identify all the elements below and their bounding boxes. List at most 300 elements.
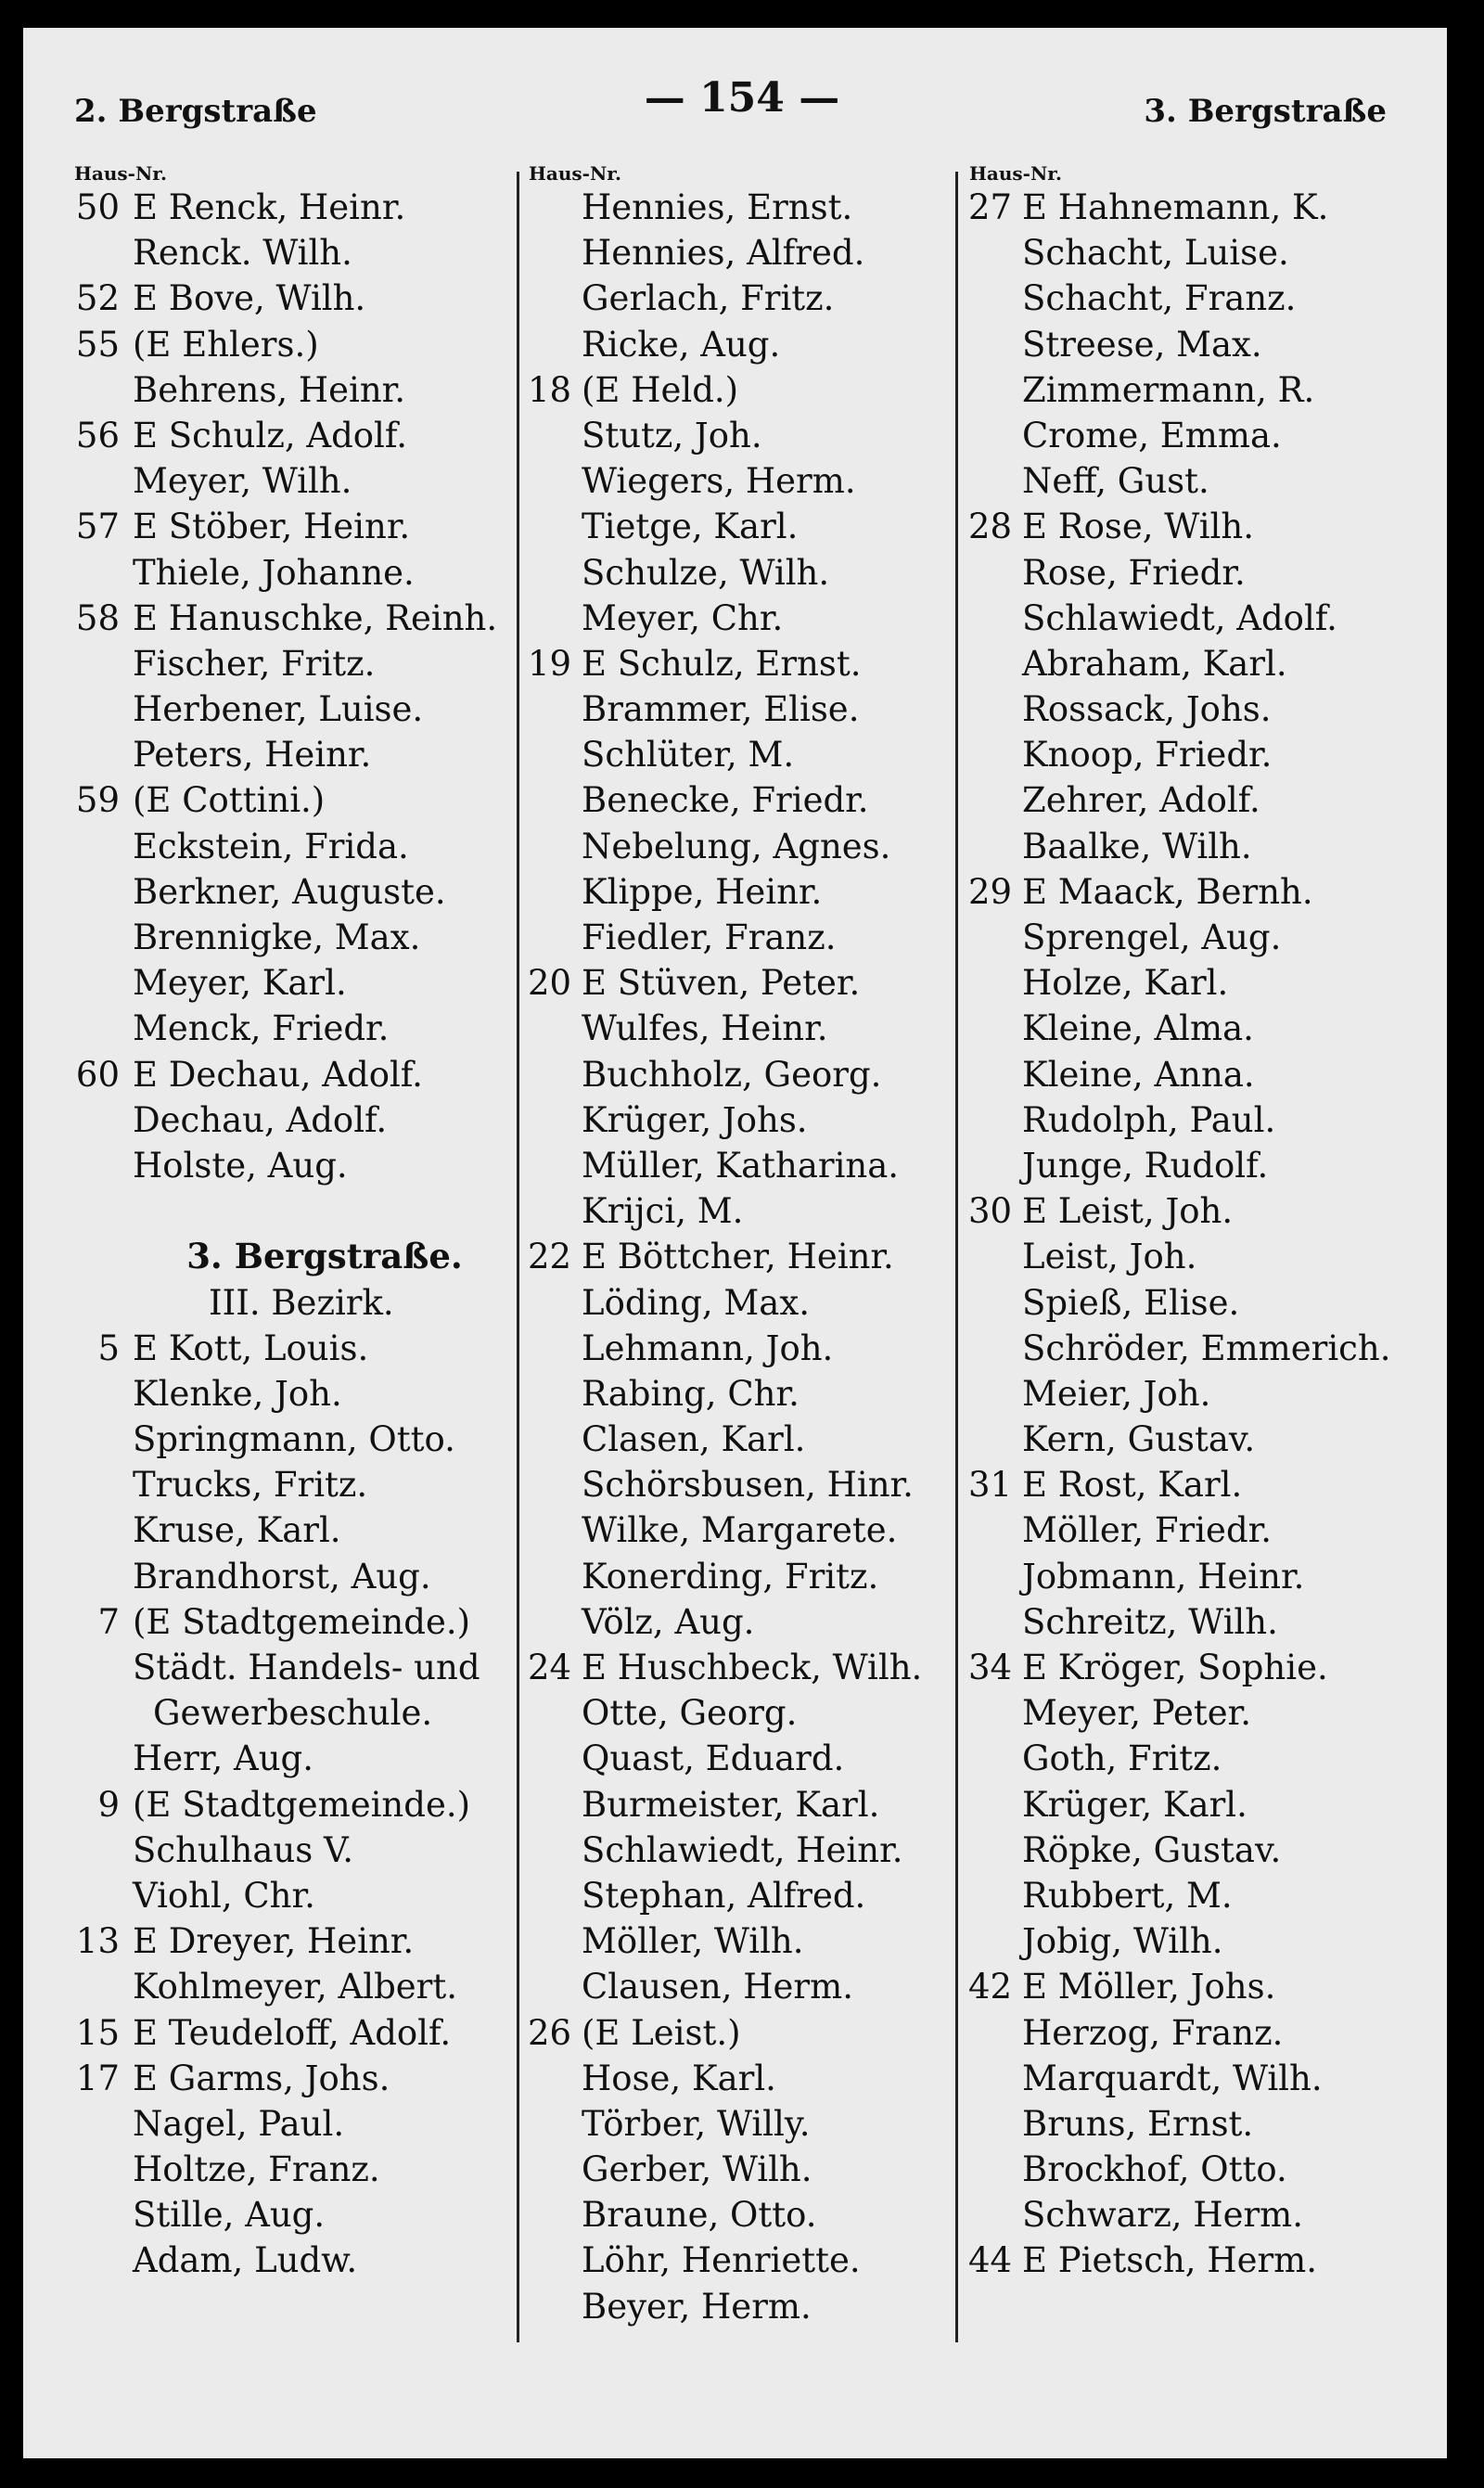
header-left-street: 2. Bergstraße bbox=[74, 93, 317, 130]
house-number bbox=[965, 1143, 1022, 1188]
resident-name: Sprengel, Aug. bbox=[1022, 917, 1282, 957]
house-number bbox=[524, 1006, 582, 1051]
entry-row bbox=[965, 596, 1428, 641]
house-number bbox=[70, 458, 133, 504]
entry-row bbox=[524, 1828, 969, 1873]
resident-name: Stille, Aug. bbox=[133, 2195, 326, 2236]
resident-name: Junge, Rudolf. bbox=[1022, 1145, 1269, 1186]
entry-row bbox=[70, 230, 524, 276]
entry-row bbox=[70, 2192, 524, 2238]
house-number bbox=[524, 2147, 582, 2192]
resident-name: Goth, Fritz. bbox=[1022, 1738, 1222, 1779]
resident-name: Streese, Max. bbox=[1022, 324, 1262, 365]
house-number bbox=[965, 413, 1022, 458]
entry-row bbox=[70, 777, 524, 823]
house-number bbox=[524, 1554, 582, 1599]
column-header: Haus-Nr. bbox=[529, 162, 621, 185]
resident-name: Trucks, Fritz. bbox=[133, 1465, 368, 1506]
entry-row bbox=[965, 2010, 1428, 2056]
entry-row bbox=[524, 550, 969, 596]
entry-row bbox=[965, 2056, 1428, 2101]
resident-name: E Leist, Joh. bbox=[1022, 1191, 1234, 1232]
resident-name: E Möller, Johs. bbox=[1022, 1967, 1276, 2007]
house-number: 17 bbox=[75, 2058, 120, 2098]
entry-row bbox=[965, 1097, 1428, 1143]
spacer bbox=[70, 1188, 524, 1234]
entry-row bbox=[965, 1964, 1428, 2009]
house-number bbox=[70, 732, 133, 777]
house-number bbox=[524, 824, 582, 869]
resident-name: Nebelung, Agnes. bbox=[582, 826, 891, 866]
entry-row bbox=[965, 1599, 1428, 1645]
house-number: 42 bbox=[968, 1967, 1013, 2007]
entry-row bbox=[524, 504, 969, 549]
resident-name: Klenke, Joh. bbox=[133, 1373, 342, 1414]
resident-name: E Hanuschke, Reinh. bbox=[133, 597, 498, 638]
house-number bbox=[965, 1417, 1022, 1462]
house-number bbox=[524, 732, 582, 777]
resident-name: Hennies, Alfred. bbox=[582, 233, 865, 274]
entry-row bbox=[524, 2147, 969, 2192]
house-number: 59 bbox=[75, 780, 120, 821]
entry-row bbox=[70, 686, 524, 732]
entry-row bbox=[524, 1188, 969, 1234]
entry-row bbox=[70, 2010, 524, 2056]
entry-row bbox=[70, 550, 524, 596]
house-number: 56 bbox=[75, 415, 120, 455]
entry-row bbox=[524, 1645, 969, 1690]
entry-row bbox=[524, 1097, 969, 1143]
resident-name: Otte, Georg. bbox=[582, 1693, 798, 1734]
entry-row bbox=[524, 230, 969, 276]
resident-name: Löhr, Henriette. bbox=[582, 2240, 861, 2281]
resident-name: Behrens, Heinr. bbox=[133, 369, 406, 410]
house-number: 57 bbox=[75, 507, 120, 547]
resident-name: E Kott, Louis. bbox=[133, 1327, 369, 1368]
resident-name: Clausen, Herm. bbox=[582, 1967, 853, 2007]
house-number: 9 bbox=[97, 1784, 120, 1825]
resident-name: Törber, Willy. bbox=[582, 2103, 811, 2144]
resident-name: E Dreyer, Heinr. bbox=[133, 1921, 415, 1962]
entry-row bbox=[965, 1417, 1428, 1462]
column-2 bbox=[524, 162, 969, 2329]
house-number bbox=[965, 777, 1022, 823]
entry-row bbox=[70, 1690, 524, 1736]
resident-name: Lehmann, Joh. bbox=[582, 1327, 834, 1368]
resident-name: Bruns, Ernst. bbox=[1022, 2103, 1254, 2144]
entry-row bbox=[965, 1554, 1428, 1599]
house-number: 26 bbox=[528, 2012, 572, 2053]
resident-name: Peters, Heinr. bbox=[133, 735, 372, 776]
entry-row bbox=[965, 458, 1428, 504]
resident-name: Viohl, Chr. bbox=[133, 1875, 315, 1916]
entry-row bbox=[524, 1006, 969, 1051]
entry-row bbox=[524, 641, 969, 686]
entry-row bbox=[524, 1599, 969, 1645]
house-number bbox=[965, 2101, 1022, 2147]
house-number bbox=[524, 2192, 582, 2238]
house-number bbox=[965, 2056, 1022, 2101]
resident-name: Braune, Otto. bbox=[582, 2195, 817, 2236]
house-number bbox=[965, 732, 1022, 777]
resident-name: Schreitz, Wilh. bbox=[1022, 1601, 1278, 1642]
entry-row bbox=[70, 960, 524, 1006]
resident-name: Knoop, Friedr. bbox=[1022, 735, 1273, 776]
resident-name: Buchholz, Georg. bbox=[582, 1054, 882, 1095]
house-number bbox=[524, 230, 582, 276]
house-number bbox=[524, 777, 582, 823]
entry-row bbox=[70, 1507, 524, 1553]
house-number: 27 bbox=[968, 187, 1013, 227]
column-header: Haus-Nr. bbox=[74, 162, 167, 185]
entry-row bbox=[965, 230, 1428, 276]
entry-row bbox=[965, 413, 1428, 458]
entry-row bbox=[524, 1964, 969, 2009]
house-number: 15 bbox=[75, 2012, 120, 2053]
resident-name: Kern, Gustav. bbox=[1022, 1419, 1256, 1460]
entry-row bbox=[524, 1234, 969, 1279]
resident-name: Gewerbeschule. bbox=[153, 1693, 433, 1734]
resident-name: Zehrer, Adolf. bbox=[1022, 780, 1260, 821]
resident-name: E Rost, Karl. bbox=[1022, 1465, 1243, 1506]
house-number bbox=[524, 1964, 582, 2009]
house-number bbox=[965, 1599, 1022, 1645]
house-number bbox=[965, 1782, 1022, 1828]
resident-name: Hennies, Ernst. bbox=[582, 187, 853, 227]
house-number bbox=[524, 915, 582, 960]
entry-row bbox=[70, 458, 524, 504]
resident-name: (E Held.) bbox=[582, 369, 739, 410]
house-number bbox=[524, 550, 582, 596]
resident-name: (E Stadtgemeinde.) bbox=[133, 1784, 471, 1825]
house-number bbox=[70, 1097, 133, 1143]
house-number bbox=[524, 1736, 582, 1781]
house-number: 7 bbox=[97, 1601, 120, 1642]
resident-name: Fiedler, Franz. bbox=[582, 917, 837, 957]
resident-name: Wulfes, Heinr. bbox=[582, 1008, 828, 1049]
resident-name: Brammer, Elise. bbox=[582, 689, 860, 730]
house-number bbox=[524, 504, 582, 549]
resident-name: Adam, Ludw. bbox=[133, 2240, 358, 2281]
house-number bbox=[524, 1462, 582, 1507]
resident-name: E Rose, Wilh. bbox=[1022, 507, 1254, 547]
house-number bbox=[70, 1371, 133, 1417]
resident-name: Nagel, Paul. bbox=[133, 2103, 345, 2144]
resident-name: (E Leist.) bbox=[582, 2012, 741, 2053]
resident-name: E Böttcher, Heinr. bbox=[582, 1237, 894, 1277]
entry-row bbox=[965, 1918, 1428, 1964]
resident-name: E Schulz, Ernst. bbox=[582, 643, 862, 684]
entry-row bbox=[965, 1736, 1428, 1781]
resident-name: Crome, Emma. bbox=[1022, 415, 1282, 455]
resident-name: E Teudeloff, Adolf. bbox=[133, 2012, 452, 2053]
house-number bbox=[524, 1188, 582, 1234]
entry-row bbox=[524, 413, 969, 458]
resident-name: E Pietsch, Herm. bbox=[1022, 2240, 1318, 2281]
entry-row bbox=[965, 1828, 1428, 1873]
resident-name: E Schulz, Adolf. bbox=[133, 415, 407, 455]
entry-row bbox=[965, 322, 1428, 367]
resident-name: Löding, Max. bbox=[582, 1282, 810, 1323]
house-number bbox=[965, 2147, 1022, 2192]
resident-name: E Kröger, Sophie. bbox=[1022, 1648, 1328, 1687]
house-number bbox=[70, 1554, 133, 1599]
house-number: 5 bbox=[97, 1327, 120, 1368]
resident-name: Gerlach, Fritz. bbox=[582, 278, 835, 319]
house-number bbox=[524, 1599, 582, 1645]
resident-name: Meyer, Karl. bbox=[133, 963, 347, 1004]
entry-row bbox=[965, 2238, 1428, 2283]
entry-row bbox=[70, 1873, 524, 1918]
entry-row bbox=[524, 1417, 969, 1462]
entry-row bbox=[965, 1052, 1428, 1097]
house-number bbox=[70, 641, 133, 686]
house-number bbox=[70, 1006, 133, 1051]
resident-name: Meyer, Wilh. bbox=[133, 461, 352, 502]
resident-name: Rudolph, Paul. bbox=[1022, 1099, 1276, 1140]
house-number: 52 bbox=[75, 278, 120, 319]
house-number: 30 bbox=[968, 1191, 1013, 1232]
entry-row bbox=[524, 2284, 969, 2329]
house-number bbox=[965, 1326, 1022, 1371]
entry-row bbox=[70, 869, 524, 915]
house-number bbox=[965, 686, 1022, 732]
entry-row bbox=[524, 686, 969, 732]
section-subheading bbox=[70, 1280, 524, 1326]
house-number bbox=[70, 2238, 133, 2283]
entry-row bbox=[965, 1326, 1428, 1371]
resident-name: Menck, Friedr. bbox=[133, 1008, 390, 1049]
resident-name: Wilke, Margarete. bbox=[582, 1510, 898, 1551]
resident-name: Holze, Karl. bbox=[1022, 963, 1229, 1004]
resident-name: Benecke, Friedr. bbox=[582, 780, 869, 821]
house-number: 28 bbox=[968, 507, 1013, 547]
entry-row bbox=[70, 367, 524, 413]
resident-name: Holste, Aug. bbox=[133, 1145, 348, 1186]
entry-list bbox=[70, 185, 524, 1188]
entry-row bbox=[965, 367, 1428, 413]
house-number bbox=[70, 1690, 133, 1736]
entry-row bbox=[70, 2238, 524, 2283]
page-number: — 154 — bbox=[644, 74, 840, 122]
house-number: 58 bbox=[75, 597, 120, 638]
entry-row bbox=[70, 1143, 524, 1188]
resident-name: Springmann, Otto. bbox=[133, 1419, 455, 1460]
entry-row bbox=[965, 1006, 1428, 1051]
house-number bbox=[965, 322, 1022, 367]
resident-name: Beyer, Herm. bbox=[582, 2286, 812, 2327]
resident-name: Meyer, Chr. bbox=[582, 597, 784, 638]
entry-row bbox=[965, 1234, 1428, 1279]
entry-row bbox=[524, 1507, 969, 1553]
resident-name: Krüger, Johs. bbox=[582, 1099, 808, 1140]
entry-row bbox=[70, 322, 524, 367]
resident-name: Schlawiedt, Heinr. bbox=[582, 1829, 903, 1870]
resident-name: E Garms, Johs. bbox=[133, 2058, 390, 2098]
house-number bbox=[524, 458, 582, 504]
resident-name: Brockhof, Otto. bbox=[1022, 2149, 1287, 2190]
entry-row bbox=[70, 1599, 524, 1645]
header-right-street: 3. Bergstraße bbox=[1144, 93, 1387, 130]
resident-name: Schörsbusen, Hinr. bbox=[582, 1465, 914, 1506]
house-number bbox=[524, 413, 582, 458]
entry-row bbox=[70, 1645, 524, 1690]
resident-name: Schlüter, M. bbox=[582, 735, 795, 776]
house-number bbox=[524, 2238, 582, 2283]
house-number: 19 bbox=[528, 643, 572, 684]
house-number bbox=[965, 550, 1022, 596]
house-number bbox=[965, 1918, 1022, 1964]
resident-name: Stutz, Joh. bbox=[582, 415, 762, 455]
entry-list bbox=[70, 1326, 524, 2284]
resident-name: Schulze, Wilh. bbox=[582, 552, 830, 593]
house-number bbox=[965, 1052, 1022, 1097]
entry-row bbox=[524, 2192, 969, 2238]
entry-row bbox=[965, 1690, 1428, 1736]
house-number: 24 bbox=[528, 1648, 572, 1687]
entry-row bbox=[524, 1690, 969, 1736]
entry-row bbox=[965, 2101, 1428, 2147]
entry-row bbox=[965, 732, 1428, 777]
entry-row bbox=[524, 2238, 969, 2283]
entry-row bbox=[524, 2101, 969, 2147]
house-number bbox=[70, 1964, 133, 2009]
resident-name: Quast, Eduard. bbox=[582, 1738, 845, 1779]
house-number bbox=[70, 1507, 133, 1553]
resident-name: (E Ehlers.) bbox=[133, 324, 319, 365]
entry-row bbox=[965, 1645, 1428, 1690]
entry-row bbox=[70, 641, 524, 686]
entry-row bbox=[524, 1326, 969, 1371]
house-number: 18 bbox=[528, 369, 572, 410]
house-number bbox=[965, 2192, 1022, 2238]
entry-row bbox=[70, 2147, 524, 2192]
resident-name: Städt. Handels- und bbox=[133, 1648, 480, 1687]
house-number bbox=[524, 686, 582, 732]
resident-name: Brennigke, Max. bbox=[133, 917, 421, 957]
resident-name: Kruse, Karl. bbox=[133, 1510, 341, 1551]
resident-name: Zimmermann, R. bbox=[1022, 369, 1315, 410]
house-number bbox=[70, 824, 133, 869]
house-number bbox=[965, 1371, 1022, 1417]
entry-row bbox=[965, 1188, 1428, 1234]
house-number bbox=[70, 367, 133, 413]
entry-row bbox=[524, 869, 969, 915]
entry-row bbox=[965, 1143, 1428, 1188]
resident-name: Jobig, Wilh. bbox=[1022, 1921, 1223, 1962]
house-number bbox=[965, 1554, 1022, 1599]
resident-name: Baalke, Wilh. bbox=[1022, 826, 1252, 866]
resident-name: Hose, Karl. bbox=[582, 2058, 776, 2098]
entry-list bbox=[965, 185, 1428, 2284]
house-number bbox=[70, 686, 133, 732]
entry-row bbox=[524, 1873, 969, 1918]
house-number bbox=[70, 915, 133, 960]
house-number bbox=[524, 2284, 582, 2329]
resident-name: E Maack, Bernh. bbox=[1022, 871, 1313, 912]
house-number bbox=[70, 960, 133, 1006]
entry-row bbox=[70, 824, 524, 869]
house-number: 34 bbox=[968, 1648, 1013, 1687]
house-number bbox=[965, 367, 1022, 413]
house-number bbox=[524, 1143, 582, 1188]
resident-name: Marquardt, Wilh. bbox=[1022, 2058, 1323, 2098]
entry-row bbox=[965, 1462, 1428, 1507]
house-number bbox=[524, 276, 582, 321]
entry-row bbox=[524, 732, 969, 777]
resident-name: Abraham, Karl. bbox=[1022, 643, 1287, 684]
house-number bbox=[965, 1507, 1022, 1553]
entry-row bbox=[965, 1507, 1428, 1553]
entry-row bbox=[965, 1280, 1428, 1326]
house-number bbox=[70, 2147, 133, 2192]
resident-name: Neff, Gust. bbox=[1022, 461, 1209, 502]
house-number bbox=[524, 596, 582, 641]
house-number bbox=[524, 1873, 582, 1918]
entry-row bbox=[965, 276, 1428, 321]
house-number bbox=[524, 869, 582, 915]
entry-row bbox=[965, 869, 1428, 915]
resident-name: Burmeister, Karl. bbox=[582, 1784, 880, 1825]
entry-row bbox=[70, 1052, 524, 1097]
house-number bbox=[524, 1097, 582, 1143]
resident-name: Fischer, Fritz. bbox=[133, 643, 376, 684]
house-number bbox=[70, 2101, 133, 2147]
entry-row bbox=[965, 2192, 1428, 2238]
resident-name: Schlawiedt, Adolf. bbox=[1022, 597, 1337, 638]
entry-row bbox=[965, 641, 1428, 686]
resident-name: Berkner, Auguste. bbox=[133, 871, 446, 912]
resident-name: Müller, Katharina. bbox=[582, 1145, 900, 1186]
entry-row bbox=[524, 276, 969, 321]
entry-row bbox=[70, 1097, 524, 1143]
resident-name: Krüger, Karl. bbox=[1022, 1784, 1247, 1825]
house-number: 60 bbox=[75, 1054, 120, 1095]
resident-name: Röpke, Gustav. bbox=[1022, 1829, 1282, 1870]
entry-row bbox=[524, 915, 969, 960]
house-number bbox=[524, 185, 582, 230]
resident-name: Kleine, Anna. bbox=[1022, 1054, 1255, 1095]
entry-row bbox=[524, 1052, 969, 1097]
resident-name: E Stüven, Peter. bbox=[582, 963, 861, 1004]
house-number: 13 bbox=[75, 1921, 120, 1962]
entry-row bbox=[965, 824, 1428, 869]
entry-row bbox=[965, 915, 1428, 960]
resident-name: Schwarz, Herm. bbox=[1022, 2195, 1304, 2236]
house-number: 55 bbox=[75, 324, 120, 365]
entry-row bbox=[70, 413, 524, 458]
resident-name: Herbener, Luise. bbox=[133, 689, 424, 730]
resident-name: Möller, Wilh. bbox=[582, 1921, 804, 1962]
resident-name: Rose, Friedr. bbox=[1022, 552, 1246, 593]
entry-row bbox=[965, 777, 1428, 823]
house-number bbox=[524, 2056, 582, 2101]
entry-row bbox=[524, 1143, 969, 1188]
entry-row bbox=[70, 1828, 524, 1873]
house-number bbox=[965, 2010, 1022, 2056]
section-heading-text: 3. Bergstraße. bbox=[186, 1236, 463, 1277]
entry-row bbox=[70, 1918, 524, 1964]
entry-row bbox=[965, 686, 1428, 732]
house-number bbox=[70, 550, 133, 596]
house-number bbox=[965, 1828, 1022, 1873]
resident-name: Meyer, Peter. bbox=[1022, 1693, 1252, 1734]
house-number bbox=[524, 1371, 582, 1417]
column-1 bbox=[70, 162, 524, 2284]
house-number bbox=[524, 322, 582, 367]
house-number bbox=[70, 869, 133, 915]
resident-name: Schulhaus V. bbox=[133, 1829, 354, 1870]
